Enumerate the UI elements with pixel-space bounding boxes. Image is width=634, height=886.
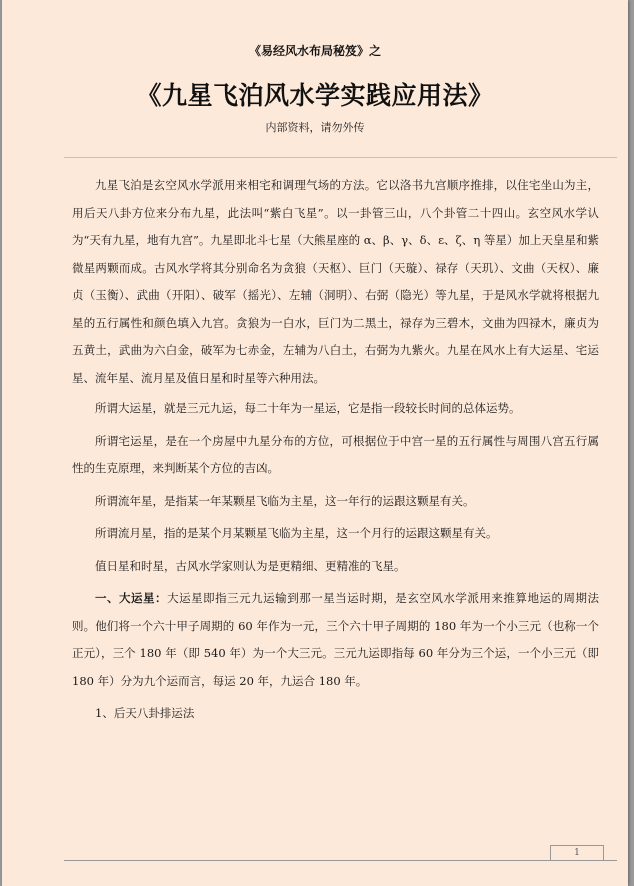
series-title: 《易经风水布局秘笈》之 [248, 44, 381, 58]
page-title: 《九星飞泊风水学实践应用法》 [136, 81, 494, 110]
paragraph: 所谓宅运星，是在一个房屋中九星分布的方位，可根据位于中宫一星的五行属性与周围八宫五行属性的生克原理，来判断某个方位的吉凶。 [72, 433, 599, 475]
section-paragraph [72, 585, 599, 695]
body-text [72, 172, 599, 733]
confidential-subtitle: 内部资料，请勿外传 [265, 121, 365, 134]
paragraph: 所谓流年星，是指某一年某颗星飞临为主星，这一年行的运跟这颗星有关。 [95, 493, 475, 508]
header-divider [64, 157, 617, 158]
document-page [2, 0, 628, 886]
paragraph: 所谓流月星，指的是某个月某颗星飞临为主星，这一个月行的运跟这颗星有关。 [95, 526, 498, 540]
section-text: 大运星即指三元九运输到那一星当运时期，是玄空风水学派用来推算地运的周期法则。他们将一个六十甲子周期的 60 年作为一元，三个六十甲子周期的 180 年为一个小三元（也称一个正元），三个 180 年（即 540 年）为一个大三元。三元九运即指每 60 年分为三个运，一个小三元（即 180 年）分为九个运而言，每运 20 年，九运合 180 年。 [72, 591, 600, 688]
paragraph: 值日星和时星，古风水学家则认为是更精细、更精准的飞星。 [95, 558, 406, 573]
page-number: 1 [550, 845, 604, 861]
paragraph: 所谓大运星，就是三元九运，每二十年为一星运，它是指一段较长时间的总体运势。 [95, 401, 521, 415]
subsection-heading: 1、后天八卦排运法 [95, 706, 195, 720]
section-heading: 一、大运星： [95, 591, 168, 605]
paragraph: 九星飞泊是玄空风水学派用来相宅和调理气场的方法。它以洛书九宫顺序推排，以住宅坐山为主，用后天八卦方位来分布九星，此法叫“紫白飞星”。以一卦管三山，八个卦管二十四山。玄空风水学认为“天有九星，地有九宫”。九星即北斗七星（大熊星座的 α、β、γ、δ、ε、ζ、η 等星）加上天皇星和紫微星两颗而成。古风水学将其分别命名为贪狼（天枢）、巨门（天璇）、禄存（天玑）、文曲（天权）、廉贞（玉衡）、武曲（开阳）、破军（摇光）、左辅（洞明）、右弼（隐光）等九星，于是风水学就将根据九星的五行属性和颜色填入九宫。贪狼为一白水，巨门为二黑土，禄存为三碧木，文曲为四禄木，廉贞为五黄土，武曲为六白金，破军为七赤金，左辅为八白土，右弼为九紫火。九星在风水上有大运星、宅运星、流年星、流月星及值日星和时星等六种用法。 [72, 178, 599, 385]
footer-rule [64, 860, 617, 861]
